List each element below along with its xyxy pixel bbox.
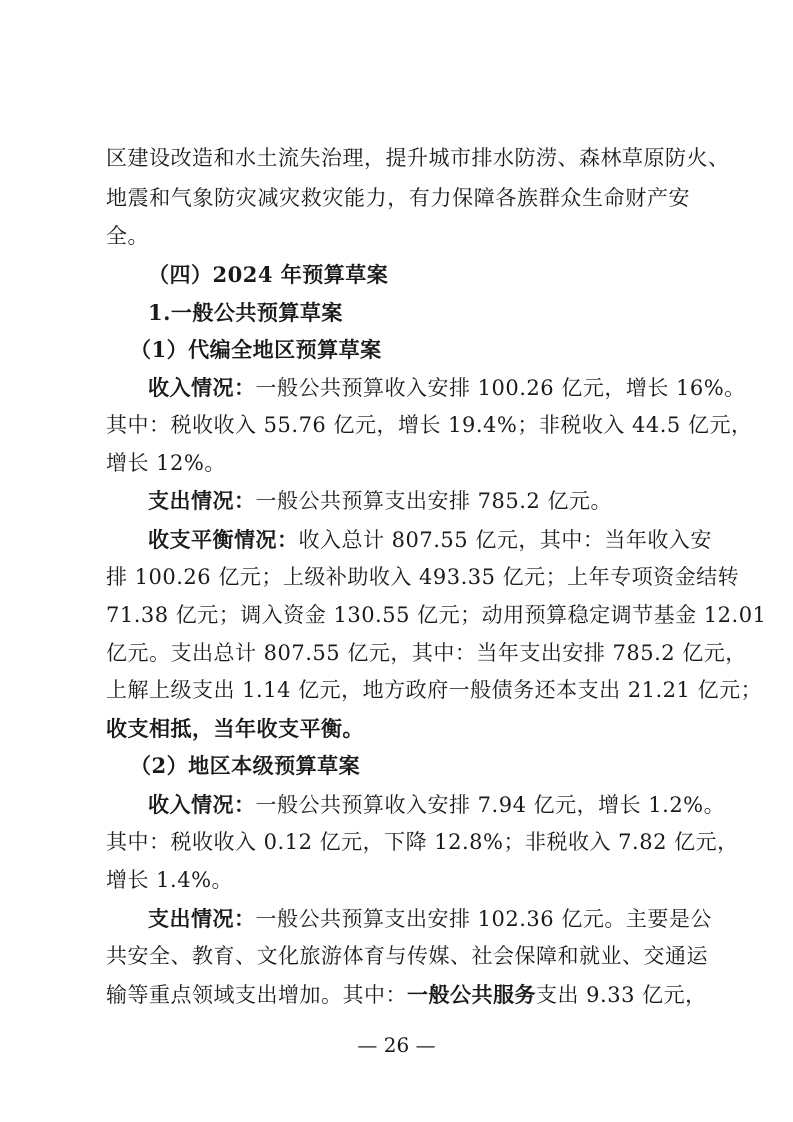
subsubsection-heading [130,331,714,369]
paragraph-text: 支出 9.33 亿元， [536,983,707,1007]
paragraph-line [106,710,690,748]
paragraph-text: 一般公共预算收入安排 100.26 亿元，增长 16%。 [255,376,746,400]
paragraph-text: 一般公共预算收入安排 7.94 亿元，增长 1.2%。 [255,793,726,817]
paragraph-label: 支出情况： [148,488,256,513]
heading-text: （2）地区本级预算草案 [130,753,361,778]
paragraph-line: 71.38 亿元；调入资金 130.55 亿元；动用预算稳定调节基金 12.01 [106,603,767,627]
paragraph-line [106,976,707,1014]
paragraph-line: 地震和气象防灾减灾救灾能力，有力保障各族群众生命财产安 [106,186,690,210]
heading-text: （四）2024 年预算草案 [148,262,389,287]
paragraph-line: 增长 1.4%。 [106,868,234,892]
heading-text: 1.一般公共预算草案 [148,300,343,325]
paragraph-label: 收入情况： [148,792,256,817]
paragraph-line: 共安全、教育、文化旅游体育与传媒、社会保障和就业、交通运 [106,944,708,968]
section-heading [148,256,690,294]
paragraph-line: 上解上级支出 1.14 亿元，地方政府一般债务还本支出 21.21 亿元； [106,678,763,702]
paragraph-label: 支出情况： [148,906,256,931]
paragraph-label: 收支平衡情况： [148,527,299,552]
paragraph-line [148,900,712,938]
paragraph-line [148,521,712,559]
heading-text: （1）代编全地区预算草案 [130,337,382,362]
paragraph-line [148,482,690,520]
paragraph-line [148,786,726,824]
subsubsection-heading [130,747,714,785]
paragraph-line: 其中：税收收入 55.76 亿元，增长 19.4%；非税收入 44.5 亿元， [106,413,753,437]
paragraph-text: 一般公共预算支出安排 785.2 亿元。 [255,489,612,513]
page-number: — 26 — [357,1033,436,1057]
paragraph-line: 其中：税收收入 0.12 亿元，下降 12.8%；非税收入 7.82 亿元， [106,830,739,854]
paragraph-line: 排 100.26 亿元；上级补助收入 493.35 亿元；上年专项资金结转 [106,565,740,589]
paragraph-text: 收入总计 807.55 亿元，其中：当年收入安 [298,528,712,552]
paragraph-line: 全。 [106,224,149,248]
paragraph-label: 收入情况： [148,375,256,400]
paragraph-line: 亿元。支出总计 807.55 亿元，其中：当年支出安排 785.2 亿元， [106,641,747,665]
paragraph-text: 一般公共预算支出安排 102.36 亿元。主要是公 [255,907,712,931]
category-label: 一般公共服务 [407,982,536,1007]
paragraph-text: 输等重点领域支出增加。其中： [106,983,407,1007]
paragraph-line: 区建设改造和水土流失治理，提升城市排水防涝、森林草原防火、 [106,146,730,170]
paragraph-line: 增长 12%。 [106,451,226,475]
subsection-heading [148,294,690,332]
paragraph-line [148,369,746,407]
conclusion-text: 收支相抵，当年收支平衡。 [106,716,364,741]
